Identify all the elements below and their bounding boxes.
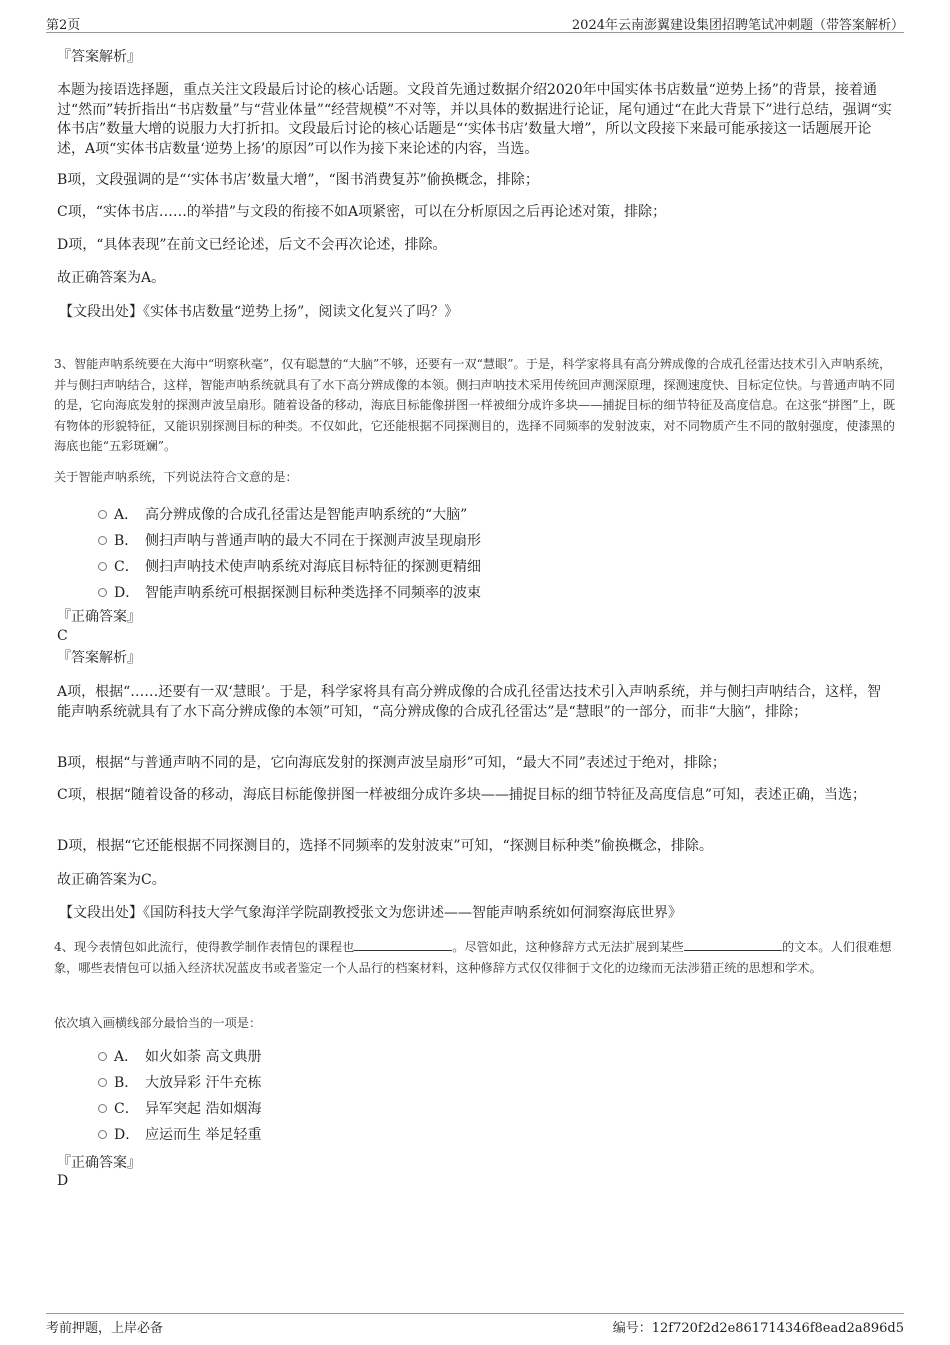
radio-icon[interactable] xyxy=(98,510,107,519)
option-letter: A． xyxy=(114,1049,139,1065)
option-text: 高分辨成像的合成孔径雷达是智能声呐系统的“大脑” xyxy=(145,507,468,523)
option-letter: A． xyxy=(114,507,139,523)
option-text: 智能声呐系统可根据探测目标种类选择不同频率的波束 xyxy=(145,585,481,601)
q3-option-b-analysis: B项，根据“与普通声呐不同的是，它向海底发射的探测声波呈扇形”可知，“最大不同”表述过于绝对，排除； xyxy=(57,755,726,771)
q2-analysis-paragraph: 本题为接语选择题，重点关注文段最后讨论的核心话题。文段首先通过数据介绍2020年中国实体书店数量“逆势上扬”的背景，接着通过“然而”转折指出“书店数量”与“营业体量”“经营规模”不对等，并以具体的数据进行论证，尾句通过“在此大背景下”进行总结，强调“实体书店”数量大增的说服力大打折扣。文段最后讨论的核心话题是“‘实体书店’数量大增”，所以文段接下来最可能承接这一话题展开论述，A项“实体书店数量‘逆势上扬’的原因”可以作为接下来论述的内容，当选。 xyxy=(57,82,892,157)
page-number: 第2页 xyxy=(46,18,81,33)
q3-prompt: 关于智能声呐系统，下列说法符合文意的是： xyxy=(54,470,298,484)
q3-option-b[interactable] xyxy=(98,530,798,552)
option-text: 侧扫声呐技术使声呐系统对海底目标特征的探测更精细 xyxy=(145,559,481,575)
radio-icon[interactable] xyxy=(98,588,107,597)
q3-analysis-label: 『答案解析』 xyxy=(57,650,141,666)
q4-option-d[interactable] xyxy=(98,1124,798,1146)
q3-answer-label: 『正确答案』 xyxy=(57,609,141,625)
option-text: 应运而生 举足轻重 xyxy=(145,1127,262,1143)
q4-stem: 4、现今表情包如此流行，使得教学制作表情包的课程也 。尽管如此，这种修辞方式无法扩展到某些 的文本。人们很难想象，哪些表情包可以插入经济状况蓝皮书或者鉴定一个人品行的档案材料，这种修辞方式仅仅徘徊于文化的边缘而无法涉猎正统的思想和学术。 xyxy=(54,940,892,975)
q2-conclusion: 故正确答案为A。 xyxy=(57,270,166,286)
q4-option-c[interactable] xyxy=(98,1098,798,1120)
option-text: 异军突起 浩如烟海 xyxy=(145,1101,262,1117)
q4-answer-label: 『正确答案』 xyxy=(57,1155,141,1171)
radio-icon[interactable] xyxy=(98,1078,107,1087)
q3-option-c-analysis: C项，根据“随着设备的移动，海底目标能像拼图一样被细分成许多块——捕捉目标的细节特征及高度信息”可知，表述正确，当选； xyxy=(57,787,867,803)
page-header xyxy=(46,12,904,33)
q4-option-b[interactable] xyxy=(98,1072,798,1094)
radio-icon[interactable] xyxy=(98,536,107,545)
q3-option-d[interactable] xyxy=(98,582,798,604)
option-letter: C． xyxy=(114,1101,139,1117)
q4-answer: D xyxy=(57,1173,69,1189)
radio-icon[interactable] xyxy=(98,1104,107,1113)
option-letter: D． xyxy=(114,585,140,601)
q2-source: 【文段出处】《实体书店数量“逆势上扬”，阅读文化复兴了吗？》 xyxy=(59,304,459,320)
q3-stem: 3、智能声呐系统要在大海中“明察秋毫”，仅有聪慧的“大脑”不够，还要有一双“慧眼”。于是，科学家将具有高分辨成像的合成孔径雷达技术引入声呐系统，并与侧扫声呐结合，这样，智能声呐系统就具有了水下高分辨成像的本领。侧扫声呐技术采用传统回声测深原理，探测速度快、目标定位快。与普通声呐不同的是，它向海底发射的探测声波呈扇形。随着设备的移动，海底目标能像拼图一样被细分成许多块——捕捉目标的细节特征及高度信息。在这张“拼图”上，既有物体的形貌特征，又能识别探测目标的种类。不仅如此，它还能根据不同探测目的，选择不同频率的发射波束，对不同物质产生不同的散射强度，使漆黑的海底也能“五彩斑斓”。 xyxy=(54,357,896,453)
page-footer xyxy=(46,1313,904,1336)
radio-icon[interactable] xyxy=(98,562,107,571)
option-letter: D． xyxy=(114,1127,140,1143)
q4-prompt: 依次填入画横线部分最恰当的一项是： xyxy=(54,1016,262,1030)
q3-conclusion: 故正确答案为C。 xyxy=(57,872,166,888)
radio-icon[interactable] xyxy=(98,1130,107,1139)
q2-option-c-analysis: C项，“实体书店……的举措”与文段的衔接不如A项紧密，可以在分析原因之后再论述对策，排除； xyxy=(57,204,667,220)
option-letter: B． xyxy=(114,533,139,549)
q2-option-d-analysis: D项，“具体表现”在前文已经论述，后文不会再次论述，排除。 xyxy=(57,237,447,253)
q3-source: 【文段出处】《国防科技大学气象海洋学院副教授张文为您讲述——智能声呐系统如何洞察海底世界》 xyxy=(59,905,682,921)
radio-icon[interactable] xyxy=(98,1052,107,1061)
q3-answer: C xyxy=(57,628,68,644)
fill-blank-1 xyxy=(354,939,452,951)
q4-option-a[interactable] xyxy=(98,1046,798,1068)
option-text: 大放异彩 汗牛充栋 xyxy=(145,1075,262,1091)
option-text: 侧扫声呐与普通声呐的最大不同在于探测声波呈现扇形 xyxy=(145,533,481,549)
q2-analysis-label: 『答案解析』 xyxy=(57,49,141,65)
document-title: 2024年云南澎翼建设集团招聘笔试冲刺题（带答案解析） xyxy=(571,18,904,33)
option-text: 如火如荼 高文典册 xyxy=(145,1049,262,1065)
q3-option-c[interactable] xyxy=(98,556,798,578)
option-letter: B． xyxy=(114,1075,139,1091)
document-code: 编号：12f720f2d2e861714346f8ead2a896d5 xyxy=(612,1321,904,1336)
fill-blank-2 xyxy=(684,939,782,951)
q3-option-a[interactable] xyxy=(98,504,798,526)
q2-option-b-analysis: B项，文段强调的是“‘实体书店’数量大增”，“图书消费复苏”偷换概念，排除； xyxy=(57,172,539,188)
option-letter: C． xyxy=(114,559,139,575)
q3-option-d-analysis: D项，根据“它还能根据不同探测目的，选择不同频率的发射波束”可知，“探测目标种类”偷换概念，排除。 xyxy=(57,838,713,854)
footer-slogan: 考前押题，上岸必备 xyxy=(46,1321,164,1336)
q3-option-a-analysis: A项，根据“……还要有一双‘慧眼’。于是，科学家将具有高分辨成像的合成孔径雷达技术引入声呐系统，并与侧扫声呐结合，这样，智能声呐系统就具有了水下高分辨成像的本领”可知，“高分辨成像的合成孔径雷达”是“慧眼”的一部分，而非“大脑”，排除； xyxy=(57,684,882,720)
